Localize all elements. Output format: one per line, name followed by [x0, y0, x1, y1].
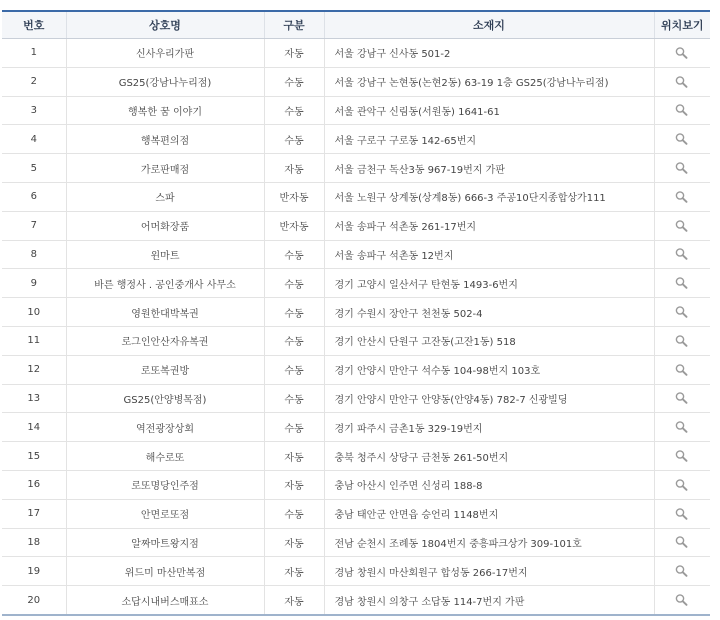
- store-address: 서울 구로구 구로동 142-65번지: [324, 125, 654, 154]
- row-number: 19: [2, 557, 66, 586]
- store-address: 서울 금천구 독산3동 967-19번지 가판: [324, 154, 654, 183]
- row-number: 17: [2, 499, 66, 528]
- magnifier-icon[interactable]: [674, 190, 690, 204]
- row-number: 2: [2, 67, 66, 96]
- store-name: 해수로또: [66, 442, 264, 471]
- magnifier-icon[interactable]: [674, 276, 690, 290]
- view-location-cell[interactable]: [654, 154, 710, 183]
- store-name: 로또명당인주점: [66, 470, 264, 499]
- store-type: 수동: [264, 240, 324, 269]
- view-location-cell[interactable]: [654, 39, 710, 68]
- row-number: 15: [2, 442, 66, 471]
- store-address: 서울 강남구 신사동 501-2: [324, 39, 654, 68]
- store-address: 경남 창원시 마산회원구 합성동 266-17번지: [324, 557, 654, 586]
- store-address: 서울 강남구 논현동(논현2동) 63-19 1층 GS25(강남나누리점): [324, 67, 654, 96]
- store-address: 서울 송파구 석촌동 12번지: [324, 240, 654, 269]
- magnifier-icon[interactable]: [674, 593, 690, 607]
- row-number: 4: [2, 125, 66, 154]
- magnifier-icon[interactable]: [674, 478, 690, 492]
- magnifier-icon[interactable]: [674, 46, 690, 60]
- store-type: 자동: [264, 154, 324, 183]
- store-type: 수동: [264, 67, 324, 96]
- magnifier-icon[interactable]: [674, 247, 690, 261]
- store-name: 위드미 마산만복점: [66, 557, 264, 586]
- magnifier-icon[interactable]: [674, 507, 690, 521]
- table-row: [2, 355, 710, 384]
- table-row: [2, 211, 710, 240]
- view-location-cell[interactable]: [654, 298, 710, 327]
- store-name: 영원한대박복권: [66, 298, 264, 327]
- store-address: 서울 관악구 신림동(서원동) 1641-61: [324, 96, 654, 125]
- table-row: [2, 269, 710, 298]
- view-location-cell[interactable]: [654, 182, 710, 211]
- view-location-cell[interactable]: [654, 240, 710, 269]
- store-address: 경남 창원시 의창구 소답동 114-7번지 가판: [324, 586, 654, 615]
- header-view-location: 위치보기: [654, 11, 710, 39]
- magnifier-icon[interactable]: [674, 391, 690, 405]
- store-name: 어머화장품: [66, 211, 264, 240]
- store-address: 경기 파주시 금촌1동 329-19번지: [324, 413, 654, 442]
- view-location-cell[interactable]: [654, 442, 710, 471]
- magnifier-icon[interactable]: [674, 334, 690, 348]
- table-row: [2, 442, 710, 471]
- view-location-cell[interactable]: [654, 67, 710, 96]
- view-location-cell[interactable]: [654, 125, 710, 154]
- table-row: [2, 240, 710, 269]
- store-name: 안면로또점: [66, 499, 264, 528]
- store-name: GS25(안양병목점): [66, 384, 264, 413]
- row-number: 7: [2, 211, 66, 240]
- row-number: 13: [2, 384, 66, 413]
- table-row: [2, 39, 710, 68]
- view-location-cell[interactable]: [654, 384, 710, 413]
- store-type: 수동: [264, 384, 324, 413]
- store-address: 경기 안산시 단원구 고잔동(고잔1동) 518: [324, 326, 654, 355]
- store-type: 수동: [264, 125, 324, 154]
- magnifier-icon[interactable]: [674, 75, 690, 89]
- store-name: 윈마트: [66, 240, 264, 269]
- row-number: 11: [2, 326, 66, 355]
- store-type: 반자동: [264, 211, 324, 240]
- store-name: 로그인안산자유복권: [66, 326, 264, 355]
- store-type: 수동: [264, 499, 324, 528]
- table-row: [2, 528, 710, 557]
- table-row: [2, 125, 710, 154]
- store-type: 자동: [264, 470, 324, 499]
- store-address: 경기 안양시 만안구 안양동(안양4동) 782-7 신광빌딩: [324, 384, 654, 413]
- table-row: [2, 298, 710, 327]
- row-number: 14: [2, 413, 66, 442]
- store-name: 행복편의점: [66, 125, 264, 154]
- store-type: 자동: [264, 528, 324, 557]
- table-row: [2, 96, 710, 125]
- table-row: [2, 182, 710, 211]
- table-row: [2, 67, 710, 96]
- view-location-cell[interactable]: [654, 326, 710, 355]
- view-location-cell[interactable]: [654, 528, 710, 557]
- store-name: 스파: [66, 182, 264, 211]
- view-location-cell[interactable]: [654, 557, 710, 586]
- store-address: 서울 송파구 석촌동 261-17번지: [324, 211, 654, 240]
- row-number: 3: [2, 96, 66, 125]
- header-store-name: 상호명: [66, 11, 264, 39]
- store-name: 행복한 꿈 이야기: [66, 96, 264, 125]
- header-number: 번호: [2, 11, 66, 39]
- view-location-cell[interactable]: [654, 499, 710, 528]
- store-name: 역전광장상회: [66, 413, 264, 442]
- store-name: 바른 행정사 . 공인중개사 사무소: [66, 269, 264, 298]
- magnifier-icon[interactable]: [674, 449, 690, 463]
- store-type: 수동: [264, 355, 324, 384]
- view-location-cell[interactable]: [654, 470, 710, 499]
- store-name: 로또복권방: [66, 355, 264, 384]
- store-name: 가로판매점: [66, 154, 264, 183]
- store-type: 수동: [264, 96, 324, 125]
- store-address: 충남 태안군 안면읍 승언리 1148번지: [324, 499, 654, 528]
- store-address: 전남 순천시 조례동 1804번지 중흥파크상가 309-101호: [324, 528, 654, 557]
- view-location-cell[interactable]: [654, 355, 710, 384]
- row-number: 10: [2, 298, 66, 327]
- table-row: [2, 470, 710, 499]
- store-type: 자동: [264, 586, 324, 615]
- magnifier-icon[interactable]: [674, 363, 690, 377]
- table-header: [2, 11, 710, 39]
- magnifier-icon[interactable]: [674, 420, 690, 434]
- store-address: 충북 청주시 상당구 금천동 261-50번지: [324, 442, 654, 471]
- store-list-container: [2, 10, 710, 616]
- view-location-cell[interactable]: [654, 96, 710, 125]
- store-type: 수동: [264, 269, 324, 298]
- magnifier-icon[interactable]: [674, 219, 690, 233]
- magnifier-icon[interactable]: [674, 535, 690, 549]
- store-type: 수동: [264, 413, 324, 442]
- header-type: 구분: [264, 11, 324, 39]
- row-number: 5: [2, 154, 66, 183]
- store-type: 자동: [264, 557, 324, 586]
- row-number: 8: [2, 240, 66, 269]
- row-number: 6: [2, 182, 66, 211]
- header-address: 소재지: [324, 11, 654, 39]
- store-address: 경기 수원시 장안구 천천동 502-4: [324, 298, 654, 327]
- store-type: 반자동: [264, 182, 324, 211]
- table-body: [2, 39, 710, 615]
- row-number: 9: [2, 269, 66, 298]
- store-type: 수동: [264, 326, 324, 355]
- row-number: 12: [2, 355, 66, 384]
- table-row: [2, 154, 710, 183]
- store-type: 자동: [264, 442, 324, 471]
- store-name: GS25(강남나누리점): [66, 67, 264, 96]
- table-row: [2, 586, 710, 615]
- row-number: 16: [2, 470, 66, 499]
- store-type: 수동: [264, 298, 324, 327]
- table-row: [2, 499, 710, 528]
- table-row: [2, 557, 710, 586]
- table-row: [2, 326, 710, 355]
- store-table: [2, 10, 710, 616]
- store-address: 서울 노원구 상계동(상계8동) 666-3 주공10단지종합상가111: [324, 182, 654, 211]
- store-name: 신사우리가판: [66, 39, 264, 68]
- table-row: [2, 384, 710, 413]
- view-location-cell[interactable]: [654, 211, 710, 240]
- store-type: 자동: [264, 39, 324, 68]
- magnifier-icon[interactable]: [674, 564, 690, 578]
- view-location-cell[interactable]: [654, 413, 710, 442]
- magnifier-icon[interactable]: [674, 103, 690, 117]
- store-address: 충남 아산시 인주면 신성리 188-8: [324, 470, 654, 499]
- store-address: 경기 고양시 일산서구 탄현동 1493-6번지: [324, 269, 654, 298]
- view-location-cell[interactable]: [654, 269, 710, 298]
- magnifier-icon[interactable]: [674, 132, 690, 146]
- row-number: 18: [2, 528, 66, 557]
- store-address: 경기 안양시 만안구 석수동 104-98번지 103호: [324, 355, 654, 384]
- row-number: 20: [2, 586, 66, 615]
- magnifier-icon[interactable]: [674, 305, 690, 319]
- store-name: 소답시내버스매표소: [66, 586, 264, 615]
- store-name: 알짜마트왕지점: [66, 528, 264, 557]
- view-location-cell[interactable]: [654, 586, 710, 615]
- row-number: 1: [2, 39, 66, 68]
- magnifier-icon[interactable]: [674, 161, 690, 175]
- table-row: [2, 413, 710, 442]
